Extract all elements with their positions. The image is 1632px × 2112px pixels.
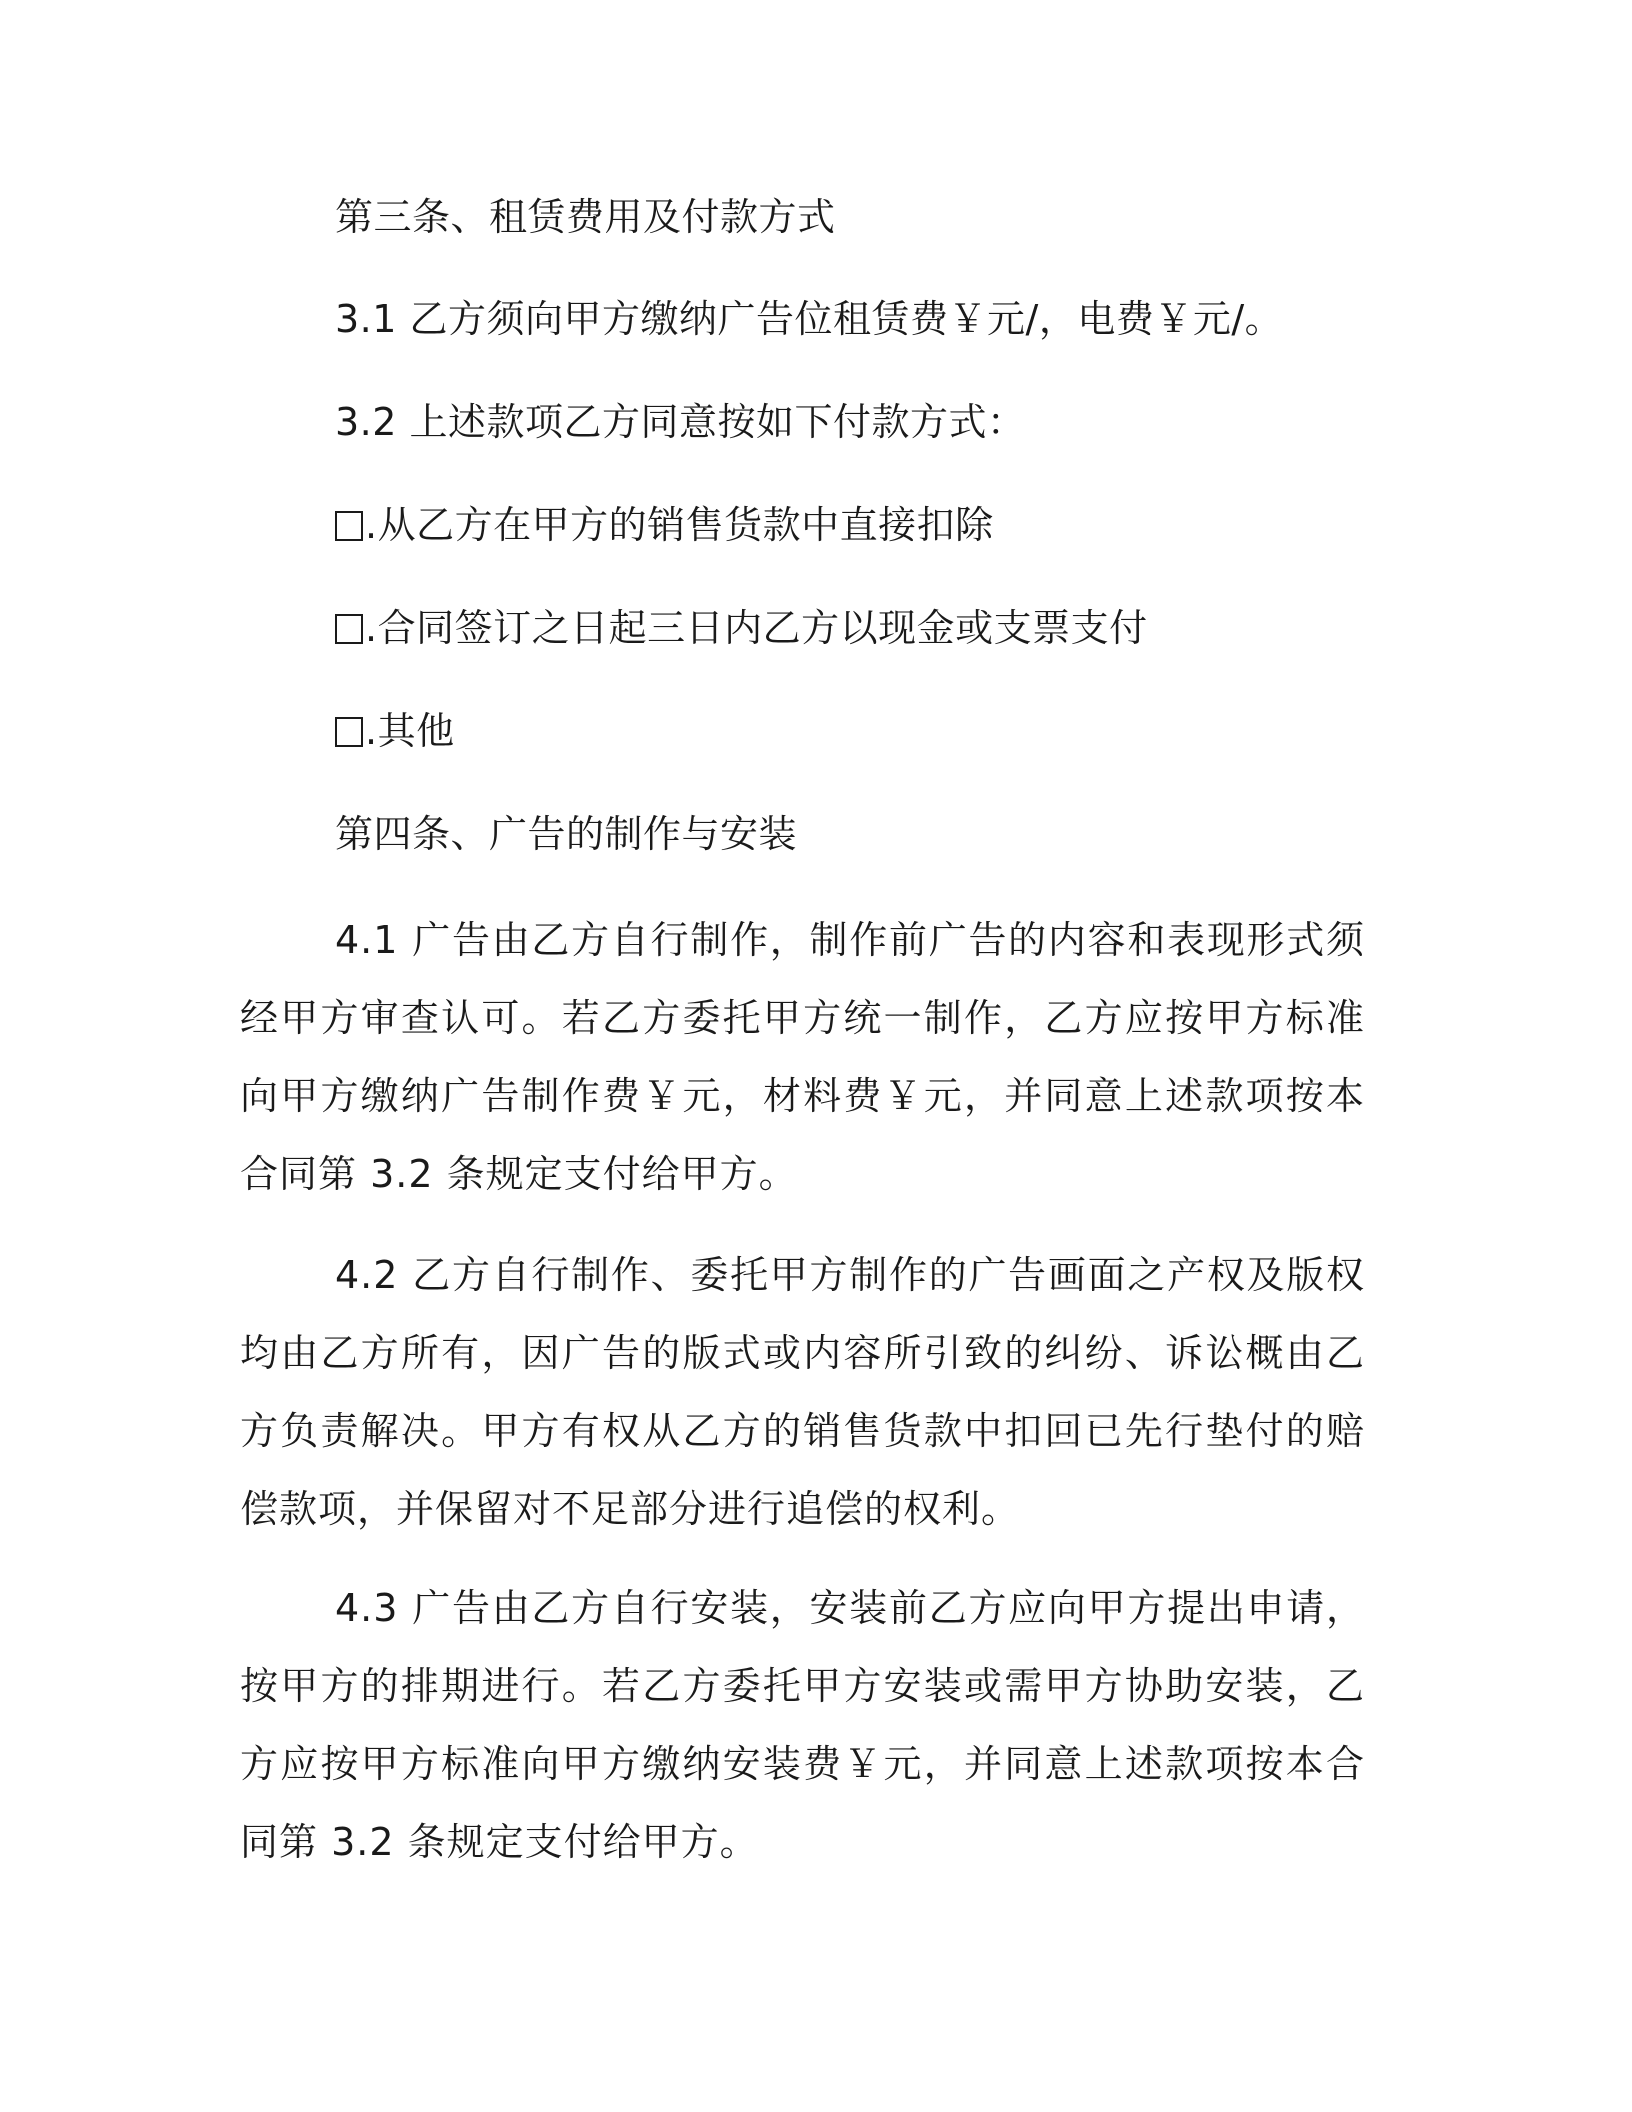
payment-option-other <box>335 707 455 755</box>
payment-option-deduct <box>335 501 994 549</box>
clause-4-1: 4.1 广告由乙方自行制作，制作前广告的内容和表现形式须经甲方审查认可。若乙方委托甲方统一制作，乙方应按甲方标准向甲方缴纳广告制作费￥元，材料费￥元，并同意上述款项按本合同第 3.2 条规定支付给甲方。 <box>240 918 1365 1196</box>
article-3-heading: 第三条、租赁费用及付款方式 <box>335 195 836 239</box>
checkbox-icon[interactable] <box>335 614 363 644</box>
clause-3-1: 3.1 乙方须向甲方缴纳广告位租赁费￥元/，电费￥元/。 <box>335 297 1284 341</box>
payment-option-label: .合同签订之日起三日内乙方以现金或支票支付 <box>365 606 1148 650</box>
checkbox-icon[interactable] <box>335 717 363 747</box>
payment-option-label: .从乙方在甲方的销售货款中直接扣除 <box>365 503 994 547</box>
checkbox-icon[interactable] <box>335 511 363 541</box>
payment-option-label: .其他 <box>365 709 455 753</box>
payment-option-cash-or-cheque <box>335 604 1148 652</box>
clause-3-2: 3.2 上述款项乙方同意按如下付款方式： <box>335 400 1026 444</box>
clause-4-2: 4.2 乙方自行制作、委托甲方制作的广告画面之产权及版权均由乙方所有，因广告的版式或内容所引致的纠纷、诉讼概由乙方负责解决。甲方有权从乙方的销售货款中扣回已先行垫付的赔偿款项，并保留对不足部分进行追偿的权利。 <box>240 1253 1365 1531</box>
clause-4-3: 4.3 广告由乙方自行安装，安装前乙方应向甲方提出申请，按甲方的排期进行。若乙方委托甲方安装或需甲方协助安装，乙方应按甲方标准向甲方缴纳安装费￥元，并同意上述款项按本合同第 3.2 条规定支付给甲方。 <box>240 1586 1365 1864</box>
article-4-heading: 第四条、广告的制作与安装 <box>335 812 798 856</box>
